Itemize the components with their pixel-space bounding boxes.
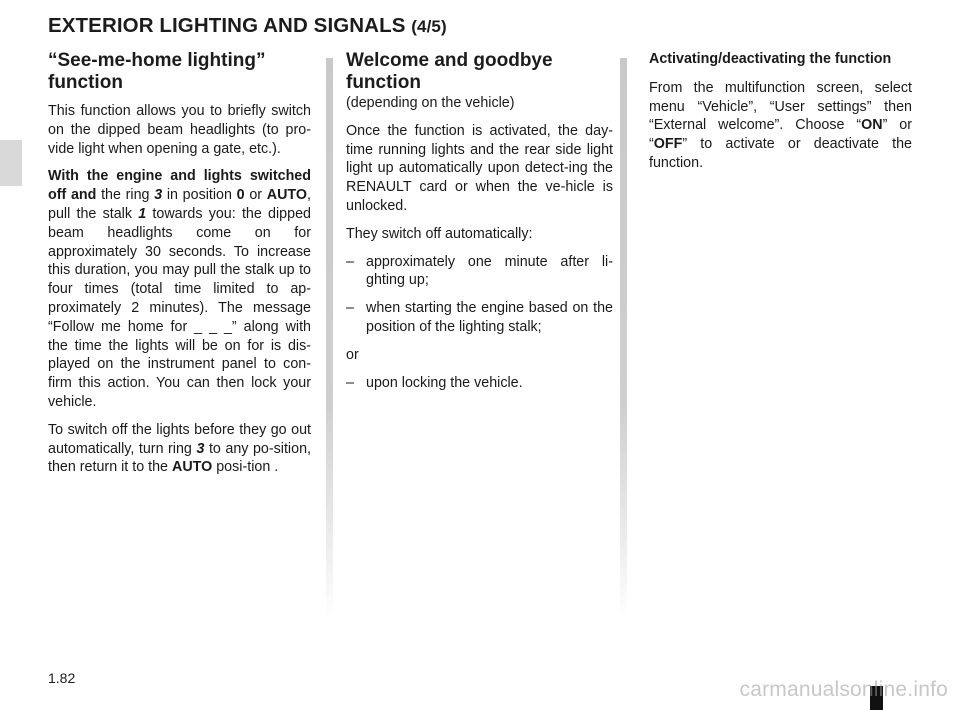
activation-heading: Activating/deactivating the function: [649, 51, 892, 67]
welcome-goodbye-heading: Welcome and goodbye function: [346, 50, 553, 93]
vehicle-dependency-note: (depending on the vehicle): [346, 95, 515, 111]
chapter-tab-marker: [0, 140, 22, 186]
position-zero: 0: [236, 187, 245, 204]
text-fragment: ” or “: [649, 117, 913, 153]
text-fragment: or: [249, 187, 263, 204]
list-item: [346, 374, 613, 393]
column-activation: [649, 50, 912, 182]
stalk-number: 1: [138, 205, 147, 222]
ring-number: 3: [154, 187, 163, 204]
dash-bullet: –: [346, 253, 354, 270]
switch-off-intro: They switch off automatically:: [346, 225, 533, 242]
switch-off-instructions: [48, 421, 311, 477]
on-label: ON: [861, 117, 883, 134]
text-fragment: the ring: [101, 187, 150, 204]
text-fragment: towards you: the dipped beam headlights come on for approximately 30 seconds. To increase this duration, you may pull the stalk up to four times (total time limited to ap-proximately 2 minutes). The message “Follow me home for _ _ _” along with the time the lights will be on for is dis-played on the instrument panel to con-firm this action. You can then lock your vehicle.: [48, 205, 311, 410]
list-item-text: when starting the engine based on the position of the lighting stalk;: [366, 300, 613, 335]
text-fragment: in position: [166, 187, 232, 204]
dash-bullet: –: [346, 300, 354, 317]
list-item-text: upon locking the vehicle.: [366, 374, 523, 391]
column-divider-bar-2: [620, 58, 627, 618]
text-fragment: From the multifunction screen, select menu “Vehicle”, “User settings” then “External welcome”. Choose “: [649, 79, 912, 134]
page-part-indicator: (4/5): [411, 17, 447, 36]
off-label: OFF: [653, 136, 683, 153]
text-fragment: posi-tion .: [216, 459, 279, 476]
text-fragment: to any po-sition, then return it to the: [48, 440, 311, 476]
dash-bullet: –: [346, 374, 354, 391]
column-divider-bar-1: [326, 58, 333, 618]
list-item: [346, 253, 613, 291]
or-separator: or: [346, 346, 359, 363]
site-watermark: carmanualsonline.info: [739, 678, 948, 701]
text-fragment: , pull the stalk: [48, 187, 311, 222]
list-item-text: approximately one minute after li-ghting up;: [366, 253, 613, 289]
auto-label: AUTO: [172, 459, 213, 476]
text-fragment: To switch off the lights before they go out automatically, turn ring: [48, 421, 311, 457]
page-number: 1.82: [48, 670, 76, 686]
column-welcome-goodbye: [346, 50, 613, 401]
engine-off-condition: With the engine and lights switched off and: [48, 168, 311, 204]
list-item: [346, 299, 613, 337]
ring-number: 3: [196, 440, 205, 457]
page-title: [48, 14, 447, 38]
auto-label: AUTO: [266, 187, 307, 204]
welcome-description: Once the function is activated, the day-time running lights and the rear side light light up automatically upon detect-ing the RENAULT card or when the ve-hicle is unlocked.: [346, 122, 613, 214]
column-see-me-home: [48, 50, 311, 486]
page-title-text: EXTERIOR LIGHTING AND SIGNALS: [48, 14, 406, 37]
see-me-home-instructions: [48, 167, 311, 411]
see-me-home-heading: “See-me-home lighting” function: [48, 50, 266, 93]
activation-instructions: [649, 79, 912, 173]
text-fragment: ” to activate or deactivate the function.: [649, 136, 912, 171]
see-me-home-intro: This function allows you to briefly switch on the dipped beam headlights (to pro-vide light when opening a gate, etc.).: [48, 103, 311, 157]
